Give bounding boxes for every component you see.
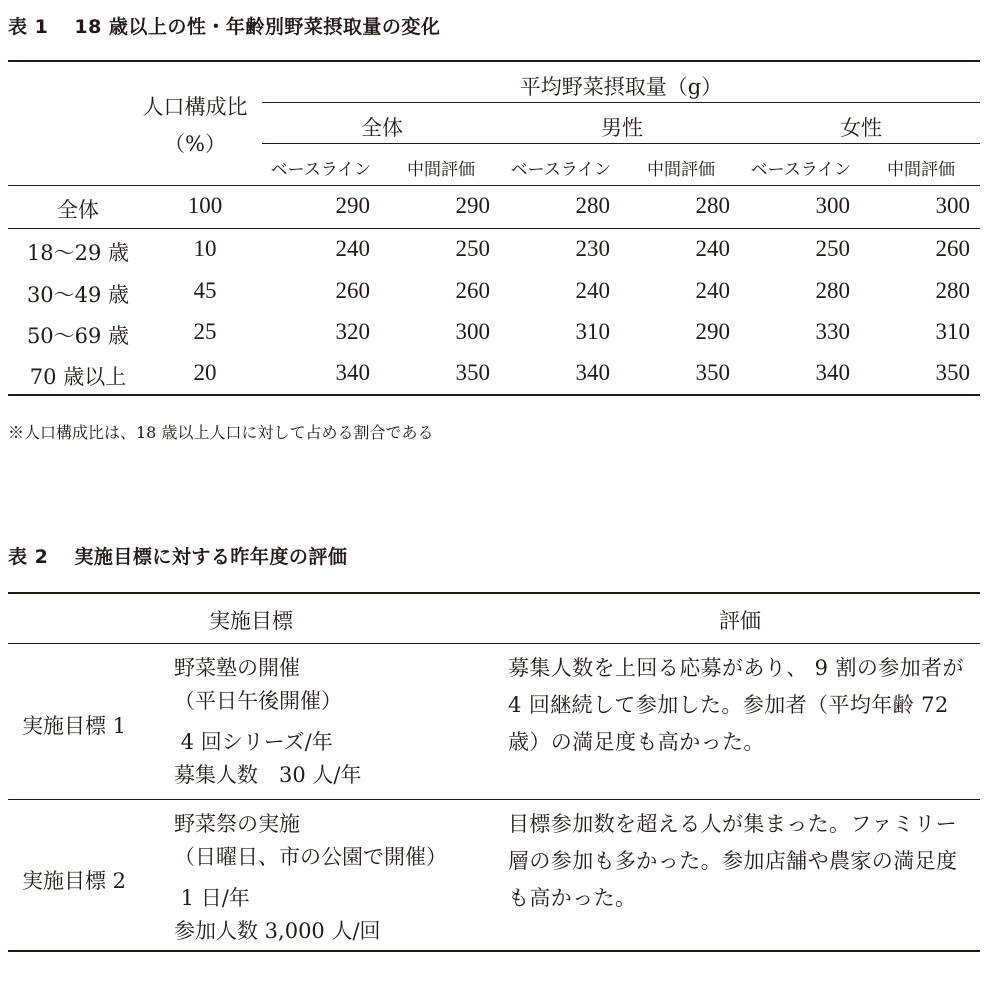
- goal-1-line: 募集人数 30 人/年: [174, 763, 362, 787]
- group-header-rule: [262, 143, 980, 144]
- intake-value-cell: 350: [455, 360, 490, 385]
- intake-value-cell: 240: [575, 278, 610, 303]
- table2-top-rule: [8, 592, 980, 594]
- table2-caption: [8, 542, 347, 569]
- goal-1-line: 4 回シリーズ/年: [174, 730, 333, 754]
- intake-value-cell: 340: [575, 360, 610, 385]
- table2-row-rule: [8, 799, 980, 800]
- population-ratio-cell: 100: [187, 193, 223, 218]
- group-header-female: 女性: [840, 116, 882, 140]
- population-ratio-cell: 10: [193, 236, 217, 261]
- intake-value-cell: 250: [815, 236, 850, 261]
- goal-1-line: 野菜塾の開催: [174, 656, 300, 680]
- intake-value-cell: 230: [575, 236, 610, 261]
- row-label: 70 歳以上: [29, 365, 127, 389]
- goal-2-line: 1 日/年: [174, 886, 250, 910]
- table2-header-goal: 実施目標: [209, 609, 293, 633]
- intake-value-cell: 310: [575, 319, 610, 344]
- row-label: 全体: [57, 198, 99, 222]
- intake-value-cell: 300: [815, 193, 850, 218]
- intake-value-cell: 280: [815, 278, 850, 303]
- table1-total-rule: [8, 228, 980, 229]
- intake-header-rule: [262, 102, 980, 103]
- row-label: 30〜49 歳: [26, 283, 130, 307]
- row-label: 50〜69 歳: [26, 324, 130, 348]
- table2-header-evaluation: 評価: [719, 609, 761, 633]
- population-ratio-cell: 45: [193, 278, 217, 303]
- intake-value-cell: 290: [455, 193, 490, 218]
- intake-value-cell: 300: [455, 319, 490, 344]
- table2-number: 表 2: [8, 546, 49, 568]
- goal-2-details: [174, 808, 447, 948]
- average-intake-header: 平均野菜摂取量（g）: [519, 75, 723, 99]
- population-ratio-header: 人口構成比: [142, 95, 248, 119]
- table2-header-rule: [8, 643, 980, 644]
- intake-value-cell: 240: [695, 278, 730, 303]
- intake-value-cell: 350: [935, 360, 970, 385]
- goal-2-line: 野菜祭の実施: [174, 812, 300, 836]
- intake-value-cell: 340: [335, 360, 370, 385]
- intake-value-cell: 280: [935, 278, 970, 303]
- goal-1-line: （平日午後開催）: [174, 689, 342, 713]
- population-ratio-cell: 25: [193, 319, 217, 344]
- intake-value-cell: 240: [695, 236, 730, 261]
- intake-value-cell: 290: [695, 319, 730, 344]
- intake-value-cell: 240: [335, 236, 370, 261]
- intake-value-cell: 260: [455, 278, 490, 303]
- goal-1-label: 実施目標 1: [22, 714, 127, 738]
- intake-value-cell: 260: [335, 278, 370, 303]
- goal-1-evaluation: 募集人数を上回る応募があり、 9 割の参加者が 4 回継続して参加した。参加者（平均年齢 72 歳）の満足度も高かった。: [508, 656, 964, 754]
- goal-2-evaluation: 目標参加数を超える人が集まった。ファミリー層の参加も多かった。参加店舗や農家の満足度も高かった。: [508, 812, 958, 910]
- subcolumn-header: ベースライン: [270, 160, 372, 180]
- subcolumn-header: 中間評価: [407, 160, 475, 180]
- intake-value-cell: 280: [575, 193, 610, 218]
- table1-header-rule: [8, 185, 980, 186]
- intake-value-cell: 330: [815, 319, 850, 344]
- goal-2-label: 実施目標 2: [22, 869, 127, 893]
- intake-value-cell: 290: [335, 193, 370, 218]
- intake-value-cell: 300: [935, 193, 970, 218]
- population-ratio-unit: （%）: [164, 132, 226, 156]
- table1-top-rule: [8, 60, 980, 62]
- goal-1-details: [174, 652, 361, 792]
- table1-number: 表 1: [8, 16, 49, 38]
- intake-value-cell: 260: [935, 236, 970, 261]
- intake-value-cell: 280: [695, 193, 730, 218]
- goal-2-line: （日曜日、市の公園で開催）: [174, 845, 447, 869]
- subcolumn-header: ベースライン: [750, 160, 852, 180]
- row-label: 18〜29 歳: [26, 241, 130, 265]
- group-header-all: 全体: [361, 116, 403, 140]
- goal-2-line: 参加人数 3,000 人/回: [174, 919, 381, 943]
- intake-value-cell: 320: [335, 319, 370, 344]
- table1-bottom-rule: [8, 394, 980, 396]
- subcolumn-header: ベースライン: [510, 160, 612, 180]
- subcolumn-header: 中間評価: [647, 160, 715, 180]
- table1-title: 18 歳以上の性・年齢別野菜摂取量の変化: [74, 16, 441, 38]
- subcolumn-header: 中間評価: [887, 160, 955, 180]
- intake-value-cell: 250: [455, 236, 490, 261]
- population-ratio-cell: 20: [193, 360, 217, 385]
- table1-caption: [8, 12, 440, 39]
- group-header-male: 男性: [601, 116, 643, 140]
- intake-value-cell: 350: [695, 360, 730, 385]
- table1-note: ※人口構成比は、18 歳以上人口に対して占める割合である: [8, 423, 434, 442]
- intake-value-cell: 310: [935, 319, 970, 344]
- table2-title: 実施目標に対する昨年度の評価: [74, 546, 348, 568]
- table2-bottom-rule: [8, 950, 980, 952]
- intake-value-cell: 340: [815, 360, 850, 385]
